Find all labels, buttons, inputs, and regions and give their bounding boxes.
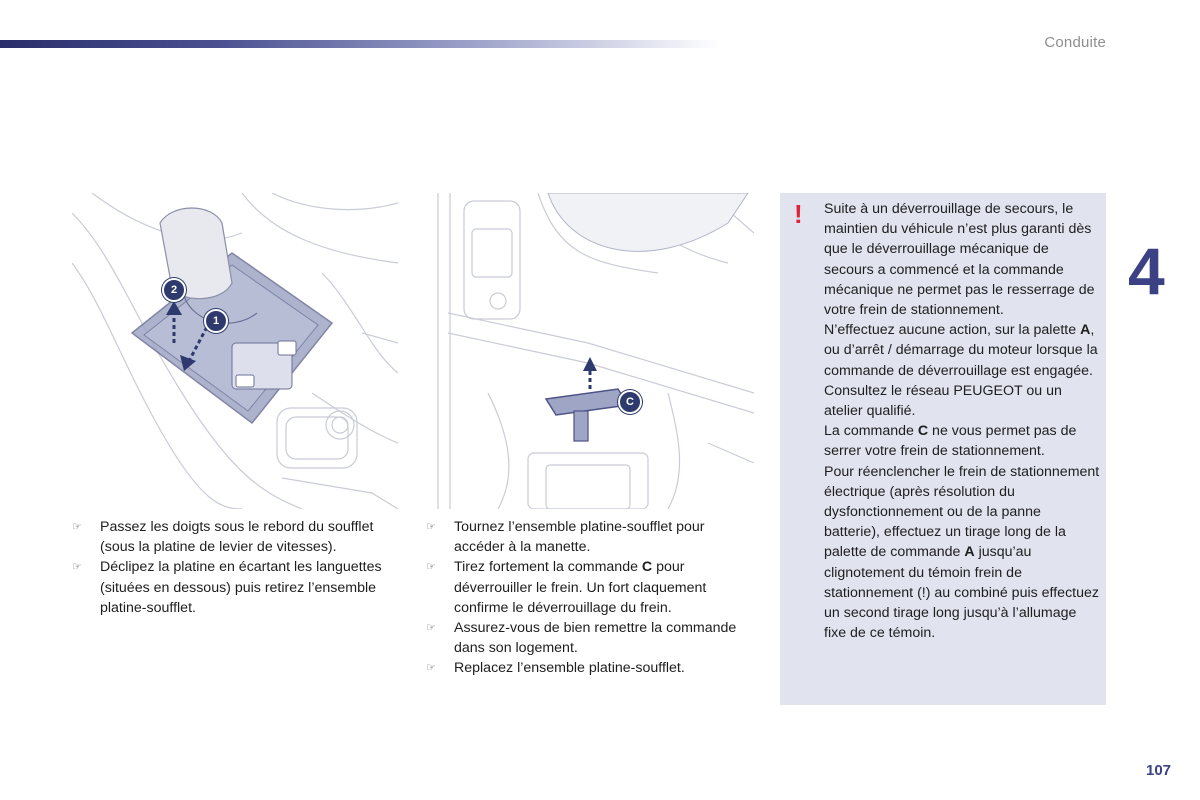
exclamation-icon: ! [794, 199, 803, 229]
warning-paragraph: Suite à un déverrouillage de secours, le maintien du véhicule n’est plus garanti dès que le déverrouillage mécanique de secours a commencé et la commande mécanique ne permet pas le resserrage de votre frein de stationnement. [824, 201, 1095, 319]
pointing-hand-icon: ☞ [426, 622, 436, 635]
instructions-column-2 [426, 517, 748, 679]
figure-release-handle [428, 193, 754, 509]
instruction-text: Tirez fortement la commande [454, 559, 642, 576]
warning-bold: A [964, 544, 975, 561]
warning-span: jusqu’au clignotement du témoin frein de stationnement (!) au combiné puis effectuez un second tirage long jusqu’à l’allumage fixe de ce témoin. [824, 544, 1099, 642]
header-gradient-bar [0, 40, 720, 48]
instruction-text: Passez les doigts sous le rebord du soufflet (sous la platine de levier de vitesses). [100, 519, 374, 556]
pointing-hand-icon: ☞ [72, 521, 82, 533]
list-item [72, 557, 388, 618]
list-item [426, 517, 748, 557]
instruction-text: Assurez-vous de bien remettre la commande dans son logement. [454, 620, 737, 657]
warning-span: Pour réenclencher le frein de stationnement électrique (après résolution du dysfonctionnement ou de la panne batterie), effectuez un tirage long de la palette de commande [824, 463, 1100, 561]
list-item [426, 557, 748, 618]
warning-paragraph [824, 320, 1100, 381]
warning-span: , ou d’arrêt / démarrage du moteur lorsque la commande de déverrouillage est engagée. [824, 322, 1098, 379]
warning-paragraph [824, 421, 1100, 461]
pointing-hand-icon: ☞ [426, 561, 436, 574]
step-1-label: 1 [204, 309, 228, 333]
warning-span: ne vous permet pas de serrer votre frein de stationnement. [824, 423, 1077, 460]
warning-box [780, 193, 1106, 705]
pointing-hand-icon: ☞ [426, 521, 436, 533]
warning-paragraph: Consultez le réseau PEUGEOT ou un atelier qualifié. [824, 382, 1062, 420]
gear-lever-illustration [72, 193, 398, 509]
pointing-hand-icon: ☞ [426, 662, 436, 675]
warning-bold: A [1080, 322, 1091, 339]
list-item [72, 517, 388, 557]
section-title: Conduite [1044, 34, 1106, 51]
page-number: 107 [1146, 762, 1172, 779]
instruction-text-cont: pour déverrouiller le frein. Un fort claquement confirme le déverrouillage du frein. [454, 559, 707, 616]
instruction-text: Replacez l’ensemble platine-soufflet. [454, 660, 685, 677]
instruction-text: Tournez l’ensemble platine-soufflet pour accéder à la manette. [454, 519, 705, 556]
chapter-number: 4 [1128, 234, 1165, 308]
instruction-text: Déclipez la platine en écartant les languettes (situées en dessous) puis retirez l’ensemble platine-soufflet. [100, 559, 382, 616]
pointing-hand-icon: ☞ [72, 561, 82, 574]
warning-bold: C [917, 423, 929, 440]
list-item [426, 658, 748, 678]
instruction-bold: C [641, 559, 653, 576]
warning-span: N’effectuez aucune action, sur la palette [824, 322, 1081, 339]
list-item [426, 618, 748, 658]
warning-span: La commande [824, 423, 918, 440]
warning-paragraph [824, 462, 1100, 644]
handle-c-label: C [618, 390, 642, 414]
instructions-column-1 [72, 517, 388, 618]
figure-gear-lever-boot [72, 193, 398, 509]
warning-text [824, 199, 1100, 643]
step-2-label: 2 [162, 278, 186, 302]
release-handle-illustration [428, 193, 754, 509]
